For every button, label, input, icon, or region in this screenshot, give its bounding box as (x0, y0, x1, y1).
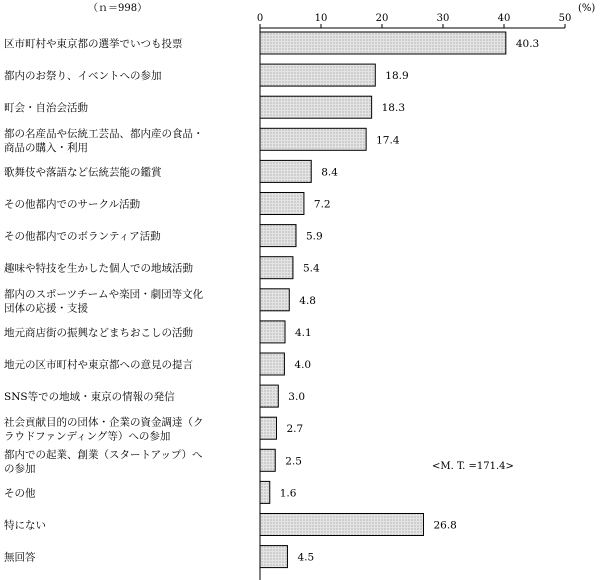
value-label: 3.0 (288, 391, 306, 404)
category-label (4, 37, 183, 50)
value-label: 17.4 (376, 134, 400, 147)
category-label-line: その他都内でのサークル活動 (4, 198, 141, 211)
category-label (4, 519, 46, 532)
category-label (4, 358, 193, 371)
category-label-line: ラウドファンディング等）への参加 (4, 430, 171, 443)
category-label-line: 地元の区市町村や東京都への意見の提言 (4, 359, 193, 371)
x-tick-label: 40 (497, 13, 511, 24)
value-label: 4.1 (295, 326, 312, 339)
value-label: 26.8 (433, 519, 457, 532)
category-label-line: 商品の購入・利用 (4, 141, 88, 154)
bar (260, 225, 296, 247)
value-label: 18.9 (385, 70, 409, 83)
value-label: 4.5 (297, 551, 315, 564)
value-label: 4.0 (294, 359, 312, 371)
mean-total-annotation: <M. T. =171.4> (432, 461, 514, 472)
category-label (4, 127, 204, 154)
category-label (4, 165, 162, 178)
bar (260, 353, 284, 375)
bar (260, 193, 304, 215)
category-label-line: 無回答 (4, 551, 36, 564)
category-label-line: 趣味や特技を生かした個人での地域活動 (4, 262, 193, 275)
bar (260, 546, 287, 568)
bar (260, 417, 276, 439)
bar (260, 385, 278, 407)
category-label (4, 101, 88, 114)
category-label-line: 特にない (4, 519, 46, 532)
bar (260, 96, 372, 118)
category-label (4, 416, 204, 443)
category-label (4, 287, 204, 314)
value-label: 5.9 (305, 230, 323, 243)
category-label-line: SNS等での地域・東京の情報の発信 (4, 391, 175, 404)
category-label-line: 地元商店街の振興などまちおこしの活動 (4, 326, 193, 339)
category-label-line: 都内での起業、創業（スタートアップ）へ (4, 448, 203, 461)
value-label: 7.2 (313, 198, 331, 211)
category-label-line: の参加 (4, 462, 36, 475)
category-label-line: 都内のお祭り、イベントへの参加 (4, 70, 162, 83)
bar (260, 32, 506, 54)
bar (260, 289, 289, 311)
bar (260, 321, 285, 343)
category-label-line: 区市町村や東京都の選挙でいつも投票 (4, 38, 183, 50)
value-label: 8.4 (321, 166, 338, 179)
value-label: 2.7 (286, 423, 304, 436)
category-label-line: 社会貢献目的の団体・企業の資金調達（ク (4, 416, 204, 429)
category-label (4, 551, 36, 564)
bar (260, 257, 293, 279)
bar (260, 64, 375, 86)
category-label-line: 町会・自治会活動 (4, 102, 88, 115)
sample-size-label: （ｎ＝998） (88, 3, 148, 14)
category-label-line: その他都内でのボランティア活動 (4, 230, 161, 243)
category-label (4, 230, 161, 243)
category-label (4, 326, 193, 339)
bar (260, 514, 423, 536)
category-label-line: その他 (4, 487, 36, 500)
category-label (4, 198, 141, 211)
category-label (4, 69, 162, 82)
x-tick-label: 0 (256, 13, 264, 24)
category-label-line: 歌舞伎や落語など伝統芸能の鑑賞 (4, 166, 162, 179)
unit-label: (%) (578, 3, 596, 14)
x-tick-label: 30 (436, 13, 450, 24)
category-label-line: 団体の応援・支援 (4, 302, 88, 315)
bar (260, 449, 275, 471)
bar (260, 128, 366, 150)
value-label: 4.8 (299, 294, 316, 307)
x-tick-label: 10 (314, 13, 328, 24)
value-label: 18.3 (381, 102, 406, 115)
bar (260, 481, 270, 503)
value-label: 5.4 (302, 262, 320, 275)
x-tick-label: 20 (375, 13, 389, 24)
category-label (4, 262, 193, 275)
category-label-line: 都の名産品や伝統工芸品、都内産の食品・ (4, 127, 204, 140)
x-tick-label: 50 (558, 13, 572, 24)
category-label (4, 390, 175, 403)
bar (260, 160, 311, 182)
value-label: 40.3 (515, 38, 540, 50)
category-labels (4, 37, 204, 564)
category-label (4, 486, 36, 499)
value-label: 2.5 (285, 455, 302, 468)
value-label: 1.6 (279, 487, 297, 500)
category-label (4, 448, 203, 475)
category-label-line: 都内のスポーツチームや楽団・劇団等文化 (4, 288, 204, 301)
